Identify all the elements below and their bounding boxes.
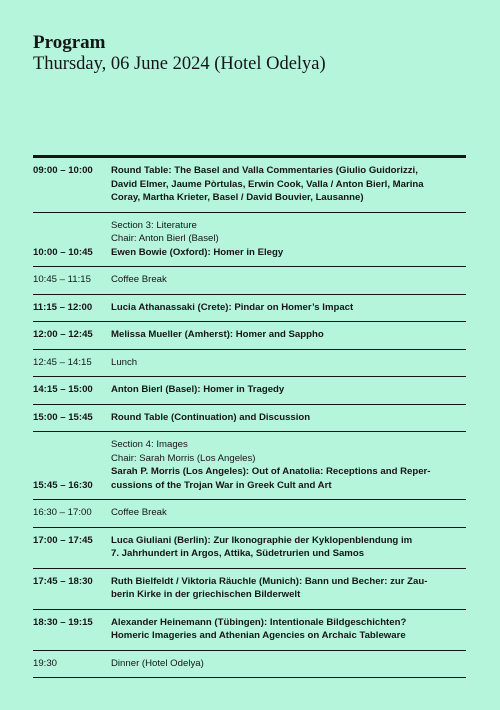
time-slot bbox=[33, 534, 111, 561]
time-slot bbox=[33, 301, 111, 315]
time-text: 17:00 – 17:45 bbox=[33, 534, 93, 546]
page-subtitle: Thursday, 06 June 2024 (Hotel Odelya) bbox=[33, 54, 326, 74]
schedule-row bbox=[33, 267, 466, 295]
session-chair: Chair: Sarah Morris (Los Angeles) bbox=[111, 452, 256, 464]
time-slot bbox=[33, 328, 111, 342]
description-line: berin Kirke in der griechischen Bilderwelt bbox=[111, 589, 301, 600]
time-slot bbox=[33, 575, 111, 602]
schedule-row bbox=[33, 528, 466, 569]
description-line: David Elmer, Jaume Pòrtulas, Erwin Cook, Valla / Anton Bierl, Marina bbox=[111, 178, 424, 190]
time-text: 10:00 – 10:45 bbox=[33, 246, 93, 258]
time-slot bbox=[33, 616, 111, 643]
schedule-row bbox=[33, 350, 466, 378]
session-description bbox=[111, 164, 466, 205]
time-text: 12:00 – 12:45 bbox=[33, 329, 93, 340]
description-line: Coffee Break bbox=[111, 274, 167, 285]
time-text: 09:00 – 10:00 bbox=[33, 165, 93, 176]
session-description bbox=[111, 657, 466, 671]
session-description bbox=[111, 411, 466, 425]
time-text: 17:45 – 18:30 bbox=[33, 575, 93, 587]
schedule-row bbox=[33, 610, 466, 651]
time-text: 11:15 – 12:00 bbox=[33, 301, 93, 313]
description-line: Lucia Athanassaki (Crete): Pindar on Homer’s Impact bbox=[111, 301, 354, 313]
session-chair: Chair: Anton Bierl (Basel) bbox=[111, 233, 219, 244]
session-description bbox=[111, 273, 466, 287]
schedule-row bbox=[33, 213, 466, 268]
session-description bbox=[111, 383, 466, 397]
schedule-row bbox=[33, 158, 466, 213]
description-line: Melissa Mueller (Amherst): Homer and Sappho bbox=[111, 329, 324, 340]
section-heading: Section 3: Literature bbox=[111, 219, 197, 231]
schedule-table bbox=[33, 155, 466, 678]
time-slot bbox=[33, 273, 111, 287]
schedule-row bbox=[33, 405, 466, 433]
session-description bbox=[111, 534, 466, 561]
time-text: 16:30 – 17:00 bbox=[33, 507, 92, 518]
session-description bbox=[111, 575, 466, 602]
description-line: 7. Jahrhundert in Argos, Attika, Südetrurien und Samos bbox=[111, 548, 365, 559]
schedule-row bbox=[33, 295, 466, 323]
time-slot bbox=[33, 164, 111, 205]
description-line: Anton Bierl (Basel): Homer in Tragedy bbox=[111, 384, 285, 395]
schedule-row bbox=[33, 432, 466, 500]
time-slot bbox=[33, 219, 111, 260]
time-slot bbox=[33, 383, 111, 397]
session-description bbox=[111, 616, 466, 643]
time-slot bbox=[33, 438, 111, 492]
section-heading: Section 4: Images bbox=[111, 439, 188, 450]
schedule-row bbox=[33, 322, 466, 350]
time-text: 19:30 bbox=[33, 657, 58, 669]
time-slot bbox=[33, 657, 111, 671]
page-title: Program bbox=[33, 32, 106, 53]
session-description bbox=[111, 301, 466, 315]
session-description bbox=[111, 438, 466, 492]
description-line: Round Table (Continuation) and Discussion bbox=[111, 411, 311, 423]
time-slot bbox=[33, 356, 111, 370]
description-line: Alexander Heinemann (Tübingen): Intentionale Bildgeschichten? bbox=[111, 616, 407, 628]
time-text: 14:15 – 15:00 bbox=[33, 384, 93, 395]
schedule-row bbox=[33, 500, 466, 528]
schedule-row bbox=[33, 651, 466, 679]
schedule-row bbox=[33, 377, 466, 405]
time-slot bbox=[33, 506, 111, 520]
description-line: Coffee Break bbox=[111, 507, 167, 518]
description-line: cussions of the Trojan War in Greek Cult and Art bbox=[111, 479, 332, 491]
time-text: 15:00 – 15:45 bbox=[33, 411, 93, 423]
time-text: 15:45 – 16:30 bbox=[33, 479, 93, 491]
time-slot bbox=[33, 411, 111, 425]
time-text: 10:45 – 11:15 bbox=[33, 274, 91, 285]
description-line: Luca Giuliani (Berlin): Zur Ikonographie der Kyklopenblendung im bbox=[111, 534, 413, 546]
description-line: Sarah P. Morris (Los Angeles): Out of Anatolia: Receptions and Reper- bbox=[111, 466, 431, 477]
description-line: Ruth Bielfeldt / Viktoria Räuchle (Munich): Bann und Becher: zur Zau- bbox=[111, 575, 428, 587]
time-text: 12:45 – 14:15 bbox=[33, 356, 92, 368]
session-description bbox=[111, 506, 466, 520]
description-line: Dinner (Hotel Odelya) bbox=[111, 657, 204, 669]
session-description bbox=[111, 356, 466, 370]
description-line: Lunch bbox=[111, 356, 138, 368]
description-line: Ewen Bowie (Oxford): Homer in Elegy bbox=[111, 246, 284, 258]
program-header bbox=[33, 32, 473, 75]
description-line: Homeric Imageries and Athenian Agencies on Archaic Tableware bbox=[111, 630, 406, 641]
description-line: Coray, Martha Krieter, Basel / David Bouvier, Lausanne) bbox=[111, 192, 364, 203]
session-description bbox=[111, 219, 466, 260]
time-text: 18:30 – 19:15 bbox=[33, 616, 93, 628]
description-line: Round Table: The Basel and Valla Commentaries (Giulio Guidorizzi, bbox=[111, 165, 418, 176]
schedule-row bbox=[33, 569, 466, 610]
session-description bbox=[111, 328, 466, 342]
